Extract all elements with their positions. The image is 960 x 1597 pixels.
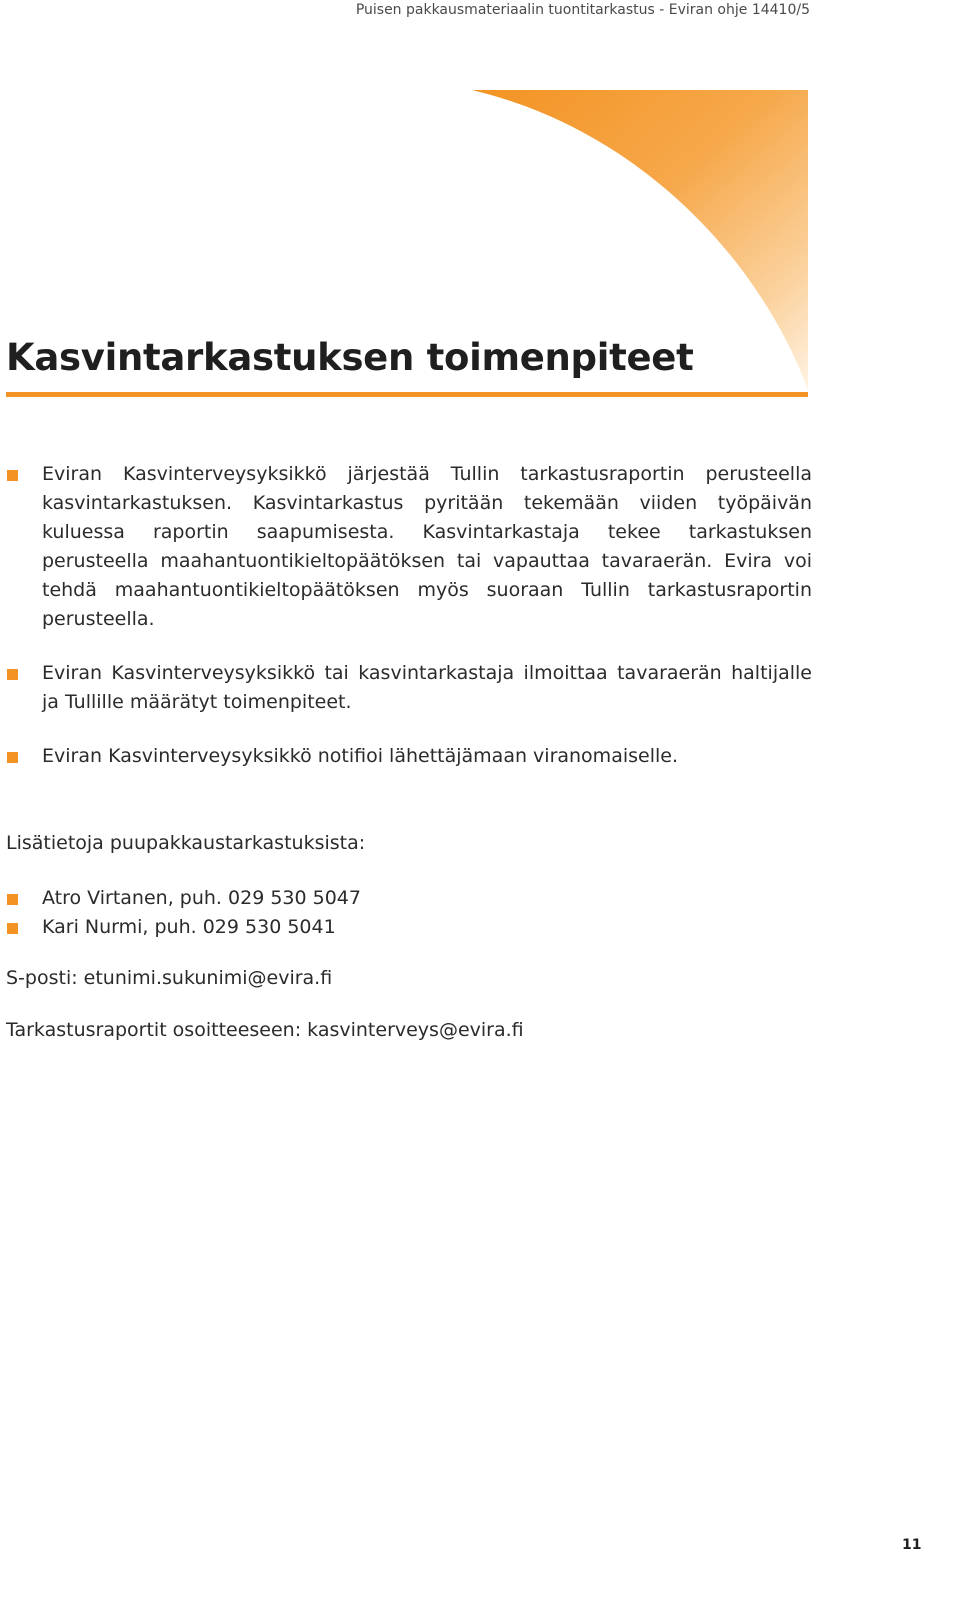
reports-address-line: Tarkastusraportit osoitteeseen: kasvinterveys@evira.fi [6,1019,524,1041]
orange-square-bullet-icon [7,669,18,680]
orange-square-bullet-icon [7,923,18,934]
list-item [6,742,812,771]
contact-list [6,884,812,942]
contact-section [6,829,812,1068]
orange-square-bullet-icon [7,752,18,763]
list-item [6,659,812,717]
contact-text: Kari Nurmi, puh. 029 530 5041 [42,916,336,938]
contact-item [6,884,812,913]
procedure-list [6,460,812,796]
contact-text: Atro Virtanen, puh. 029 530 5047 [42,887,361,909]
info-heading: Lisätietoja puupakkaustarkastuksista: [6,832,366,854]
email-line: S-posti: etunimi.sukunimi@evira.fi [6,967,333,989]
page-number: 11 [902,1537,922,1553]
list-item [6,460,812,634]
title-divider [6,392,808,397]
page-title: Kasvintarkastuksen toimenpiteet [6,336,694,379]
orange-square-bullet-icon [7,894,18,905]
running-header: Puisen pakkausmateriaalin tuontitarkastus - Eviran ohje 14410/5 [355,2,810,18]
contact-item [6,913,812,942]
list-item-text: Eviran Kasvinterveysyksikkö järjestää Tullin tarkastusraportin perusteella kasvintarkastuksen. Kasvintarkastus pyritään tekemään viiden työpäivän kuluessa raportin saapumisesta. Kasvintarkastaja tekee tarkastuksen perusteella maahantuontikieltopäätöksen tai vapauttaa tavaraerän. Evira voi tehdä maahantuontikieltopäätöksen myös suoraan Tullin tarkastusraportin perusteella. [42,463,812,630]
list-item-text: Eviran Kasvinterveysyksikkö notifioi lähettäjämaan viranomaiselle. [42,745,678,767]
list-item-text: Eviran Kasvinterveysyksikkö tai kasvintarkastaja ilmoittaa tavaraerän haltijalle ja Tullille määrätyt toimenpiteet. [42,662,812,713]
orange-square-bullet-icon [7,470,18,481]
